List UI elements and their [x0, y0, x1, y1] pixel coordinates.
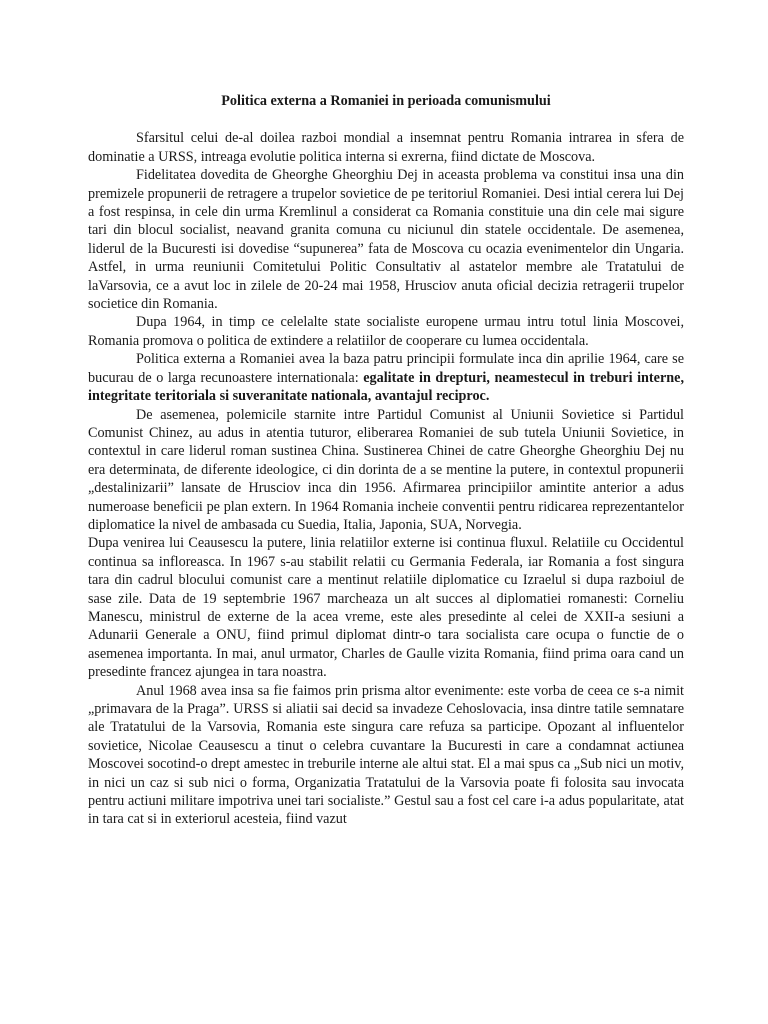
paragraph-7-text: Anul 1968 avea insa sa fie faimos prin prisma altor evenimente: este vorba de ceea ce s-a nimit „primavara de la Praga”. URSS si aliatii sai decid sa invadeze Cehoslovacia, insa dintre tatile semnatare ale Tratatului de la Varsovia, Romania este singura care refuza sa participe. Opozant al influentelor sovietice, Nicolae Ceausescu a tinut o celebra cuvantare la Bucuresti in care a condamnat actiunea Moscovei socotind-o drept amestec in treburile interne ale altui stat. El a mai spus ca „Sub nici un motiv, in nici un caz si sub nici o forma, Organizatia Tratatului de la Varsovia poate fi folosita sau invocata pentru actiuni militare impotriva unei tari socialiste.” Gestul sau a fost cel care i-a adus popularitate, atat in tara cat si in exteriorul acesteia, fiind vazut — [88, 682, 684, 828]
document-title: Politica externa a Romaniei in perioada comunismului — [221, 93, 551, 109]
paragraph-4-text: Politica externa a Romaniei avea la baza patru principii formulate inca din aprilie 1964, care se bucurau de o larga recunoastere internationala: — [88, 351, 684, 386]
paragraph-2-text: Fidelitatea dovedita de Gheorghe Gheorghiu Dej in aceasta problema va constitui insa una din premizele propunerii de retragere a trupelor sovietice de pe teritoriul Romaniei. Desi intial cerera lui Dej a fost respinsa, in cele din urma Kremlinul a considerat ca Romania constituie una din cele mai sigure tari din blocul socialist, neavand granita comuna cu niciunul din statele occidentale. De asemenea, liderul de la Bucuresti isi dovedise “supunerea” fata de Moscova cu ocazia evenimentelor din Ungaria. Astfel, in urma reuniunii Comitetului Politic Consultativ al astatelor membre ale Tratatului de laVarsovia, ce a avut loc in zilele de 20-24 mai 1958, Hrusciov anuta oficial decizia retragerii trupelor societice din Romania. — [88, 167, 684, 313]
paragraph-6-text: Dupa venirea lui Ceausescu la putere, linia relatiilor externe isi continua fluxul. Relatiile cu Occidentul continua sa infloreasca. In 1967 s-au stabilit relatii cu Germania Federala, iar Romania a fost singura tara din cadrul blocului comunist care a mentinut relatiile diplomatice cu Izraelul si dupa razboiul de sase zile. Data de 19 septembrie 1967 marcheaza un alt succes al diplomatiei romanesti: Corneliu Manescu, ministrul de externe de la acea vreme, este ales presedinte al celei de XXII-a sesiuni a Adunarii Generale a ONU, fiind primul diplomat dintr-o tara socialista care ocupa o functie de o asemenea importanta. In mai, anul urmator, Charles de Gaulle vizita Romania, fiind prima oara cand un presedinte francez ajungea in tara noastra. — [88, 535, 684, 681]
paragraph-5-text: De asemenea, polemicile starnite intre Partidul Comunist al Uniunii Sovietice si Partidul Comunist Chinez, au adus in atentia tuturor, eliberarea Romaniei de sub tutela Uniunii Sovietice, in contextul in care liderul roman sustinea China. Sustinerea Chinei de catre Gheorghe Gheorghiu Dej nu era determinata, de diferente ideologice, ci din dorinta de a se mentine la putere, in contextul propunerii „destalinizarii” lansate de Hrusciov inca din 1956. Afirmarea principiilor amintite anterior a adus numeroase beneficii pe plan extern. In 1964 Romania incheie conventii pentru ridicarea reprezentantelor diplomatice la nivel de ambasada cu Suedia, Italia, Japonia, SUA, Norvegia. — [88, 406, 684, 533]
document-page — [88, 92, 684, 829]
paragraph-7 — [88, 682, 684, 829]
paragraph-3-text: Dupa 1964, in timp ce celelalte state socialiste europene urmau intru totul linia Moscovei, Romania promova o politica de extindere a relatiilor de cooperare cu lumea occidentala. — [88, 314, 684, 349]
paragraph-1 — [88, 129, 684, 166]
paragraph-5 — [88, 406, 684, 535]
paragraph-2 — [88, 166, 684, 313]
paragraph-1-text: Sfarsitul celui de-al doilea razboi mondial a insemnat pentru Romania intrarea in sfera de dominatie a URSS, intreaga evolutie politica interna si exrerna, fiind dictate de Moscova. — [88, 130, 684, 165]
paragraph-3 — [88, 313, 684, 350]
paragraph-4 — [88, 350, 684, 405]
paragraph-4-principles: egalitate in drepturi, neamestecul in treburi interne, integritate teritoriala si suveranitate nationala, avantajul reciproc. — [88, 369, 684, 405]
paragraph-6 — [88, 534, 684, 681]
